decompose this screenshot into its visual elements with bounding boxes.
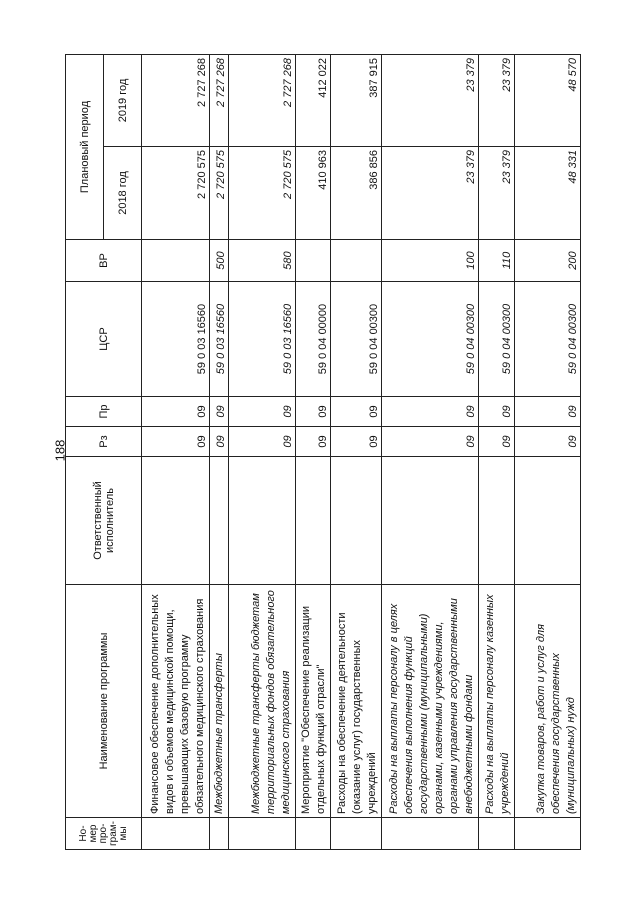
cell-number <box>210 818 229 850</box>
cell-csr: 59 0 03 16560 <box>142 282 210 397</box>
cell-program-name: Расходы на выплаты персоналу казенных учреждений <box>479 585 515 818</box>
cell-csr: 59 0 04 00300 <box>479 282 515 397</box>
table-row <box>210 55 229 850</box>
header-csr: ЦСР <box>66 282 142 397</box>
cell-2018: 410 963 <box>296 147 331 240</box>
cell-csr: 59 0 04 00300 <box>331 282 382 397</box>
budget-table-container <box>65 55 585 850</box>
table-row <box>515 55 581 850</box>
cell-pr: 09 <box>229 397 296 427</box>
cell-2019: 2 727 268 <box>229 55 296 147</box>
cell-2019: 387 915 <box>331 55 382 147</box>
cell-number <box>515 818 581 850</box>
cell-csr: 59 0 03 16560 <box>229 282 296 397</box>
cell-vr: 110 <box>479 240 515 282</box>
cell-2019: 23 379 <box>479 55 515 147</box>
cell-executor <box>296 457 331 585</box>
cell-program-name: Расходы на обеспечение деятельности (оказание услуг) государственных учреждений <box>331 585 382 818</box>
header-year-2019: 2019 год <box>104 55 142 147</box>
budget-table <box>65 54 581 850</box>
cell-2018: 2 720 575 <box>210 147 229 240</box>
cell-2019: 412 022 <box>296 55 331 147</box>
cell-number <box>229 818 296 850</box>
cell-rz: 09 <box>229 427 296 457</box>
cell-2019: 23 379 <box>382 55 479 147</box>
cell-executor <box>515 457 581 585</box>
cell-csr: 59 0 04 00000 <box>296 282 331 397</box>
cell-executor <box>331 457 382 585</box>
cell-program-name: Межбюджетные трансферты <box>210 585 229 818</box>
cell-program-name: Закупка товаров, работ и услуг для обеспечения государственных (муниципальных) нужд <box>515 585 581 818</box>
cell-executor <box>382 457 479 585</box>
table-row <box>382 55 479 850</box>
table-row <box>296 55 331 850</box>
table-row <box>331 55 382 850</box>
cell-pr: 09 <box>515 397 581 427</box>
cell-vr: 200 <box>515 240 581 282</box>
cell-vr <box>296 240 331 282</box>
cell-rz: 09 <box>142 427 210 457</box>
header-vr: ВР <box>66 240 142 282</box>
header-program-number: Но-мер про-грам-мы <box>66 818 142 850</box>
cell-number <box>296 818 331 850</box>
cell-pr: 09 <box>210 397 229 427</box>
header-plan-period: Плановый период <box>66 55 104 240</box>
cell-rz: 09 <box>515 427 581 457</box>
cell-rz: 09 <box>331 427 382 457</box>
cell-program-name: Мероприятие "Обеспечение реализации отдельных функций отрасли" <box>296 585 331 818</box>
cell-2018: 23 379 <box>479 147 515 240</box>
header-year-2018: 2018 год <box>104 147 142 240</box>
cell-pr: 09 <box>479 397 515 427</box>
header-executor: Ответственный исполнитель <box>66 457 142 585</box>
cell-vr: 500 <box>210 240 229 282</box>
cell-2018: 23 379 <box>382 147 479 240</box>
cell-vr <box>331 240 382 282</box>
cell-program-name: Межбюджетные трансферты бюджетам территориальных фондов обязательного медицинского страхования <box>229 585 296 818</box>
cell-2019: 48 570 <box>515 55 581 147</box>
cell-executor <box>210 457 229 585</box>
cell-vr: 580 <box>229 240 296 282</box>
cell-rz: 09 <box>479 427 515 457</box>
cell-2018: 48 331 <box>515 147 581 240</box>
header-program-name: Наименование программы <box>66 585 142 818</box>
table-row <box>229 55 296 850</box>
cell-number <box>382 818 479 850</box>
cell-csr: 59 0 04 00300 <box>382 282 479 397</box>
cell-2019: 2 727 268 <box>142 55 210 147</box>
cell-executor <box>479 457 515 585</box>
table-row <box>479 55 515 850</box>
cell-rz: 09 <box>382 427 479 457</box>
cell-2018: 386 856 <box>331 147 382 240</box>
cell-csr: 59 0 04 00300 <box>515 282 581 397</box>
header-rz: Рз <box>66 427 142 457</box>
cell-pr: 09 <box>382 397 479 427</box>
cell-executor <box>229 457 296 585</box>
table-row <box>142 55 210 850</box>
cell-csr: 59 0 03 16560 <box>210 282 229 397</box>
cell-program-name: Финансовое обеспечение дополнительных видов и объемов медицинской помощи, превышающих базовую программу обязательного медицинского страхования <box>142 585 210 818</box>
cell-2018: 2 720 575 <box>229 147 296 240</box>
header-pr: Пр <box>66 397 142 427</box>
cell-vr: 100 <box>382 240 479 282</box>
cell-pr: 09 <box>296 397 331 427</box>
cell-2019: 2 727 268 <box>210 55 229 147</box>
cell-2018: 2 720 575 <box>142 147 210 240</box>
cell-rz: 09 <box>296 427 331 457</box>
cell-pr: 09 <box>142 397 210 427</box>
cell-number <box>331 818 382 850</box>
cell-number <box>142 818 210 850</box>
cell-rz: 09 <box>210 427 229 457</box>
page-number: 188 <box>52 439 68 462</box>
cell-executor <box>142 457 210 585</box>
cell-number <box>479 818 515 850</box>
cell-program-name: Расходы на выплаты персоналу в целях обеспечения выполнения функций государственными (муниципальными) органами, казенными учреждениями, органами управления государственными внебюджетными фондами <box>382 585 479 818</box>
cell-pr: 09 <box>331 397 382 427</box>
cell-vr <box>142 240 210 282</box>
